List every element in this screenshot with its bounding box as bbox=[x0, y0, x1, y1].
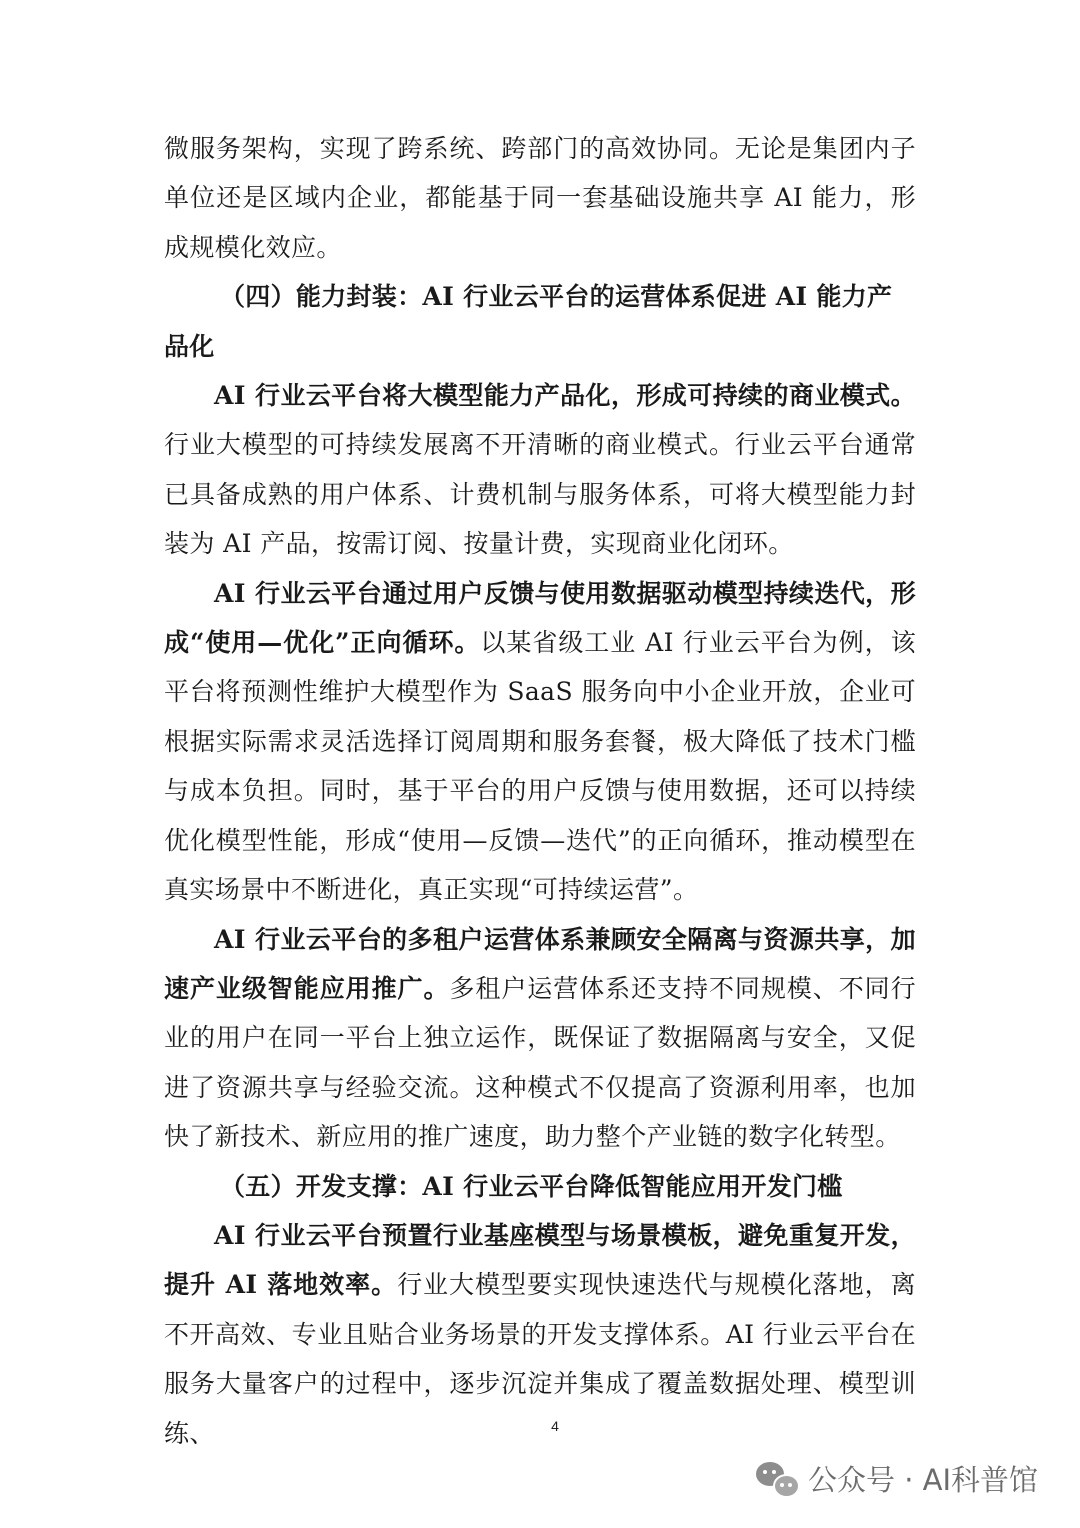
paragraph-text: 行业大模型要实现快速迭代与规模化落地，离不开高效、专业且贴合业务场景的开发支撑体系。AI 行业云平台在服务大量客户的过程中，逐步沉淀并集成了覆盖数据处理、模型训练、 bbox=[164, 1270, 916, 1448]
paragraph-text: 行业大模型的可持续发展离不开清晰的商业模式。行业云平台通常已具备成熟的用户体系、计费机制与服务体系，可将大模型能力封装为 AI 产品，按需订阅、按量计费，实现商业化闭环。 bbox=[164, 430, 916, 559]
paragraph-lead: AI 行业云平台的多租户运营体系兼顾安全隔离与资源共享，加速产业级智能应用推广。 bbox=[164, 924, 916, 1003]
paragraph-text: 以某省级工业 AI 行业云平台为例，该平台将预测性维护大模型作为 SaaS 服务向中小企业开放，企业可根据实际需求灵活选择订阅周期和服务套餐，极大降低了技术门槛与成本负担。同时，基于平台的用户反馈与使用数据，还可以持续优化模型性能，形成“使用—反馈—迭代”的正向循环，推动模型在真实场景中不断进化，真正实现“可持续运营”。 bbox=[164, 628, 916, 905]
paragraph-lead: AI 行业云平台将大模型能力产品化，形成可持续的商业模式。 bbox=[214, 381, 916, 411]
section-heading-4: （四）能力封装：AI 行业云平台的运营体系促进 AI 能力产品化 bbox=[164, 282, 893, 361]
wechat-icon bbox=[756, 1460, 798, 1496]
section-heading-5: （五）开发支撑：AI 行业云平台降低智能应用开发门槛 bbox=[220, 1171, 843, 1201]
paragraph-text: 多租户运营体系还支持不同规模、不同行业的用户在同一平台上独立运作，既保证了数据隔离与安全，又促进了资源共享与经验交流。这种模式不仅提高了资源利用率，也加快了新技术、新应用的推广速度，助力整个产业链的数字化转型。 bbox=[164, 973, 916, 1152]
document-body bbox=[164, 124, 916, 1458]
page-number: 4 bbox=[551, 1418, 559, 1434]
paragraph-continued: 微服务架构，实现了跨系统、跨部门的高效协同。无论是集团内子单位还是区域内企业，都能基于同一套基础设施共享 AI 能力，形成规模化效应。 bbox=[164, 134, 916, 262]
paragraph-multitenant bbox=[164, 915, 916, 1162]
paragraph-lead: AI 行业云平台预置行业基座模型与场景模板，避免重复开发，提升 AI 落地效率。 bbox=[164, 1220, 916, 1300]
paragraph-iteration bbox=[164, 569, 916, 915]
watermark bbox=[756, 1453, 1038, 1503]
paragraph-lead: AI 行业云平台通过用户反馈与使用数据驱动模型持续迭代，形成“使用—优化”正向循环。 bbox=[164, 578, 916, 658]
watermark-text: 公众号 · AI科普馆 bbox=[808, 1462, 1039, 1497]
paragraph-productization bbox=[164, 371, 916, 569]
